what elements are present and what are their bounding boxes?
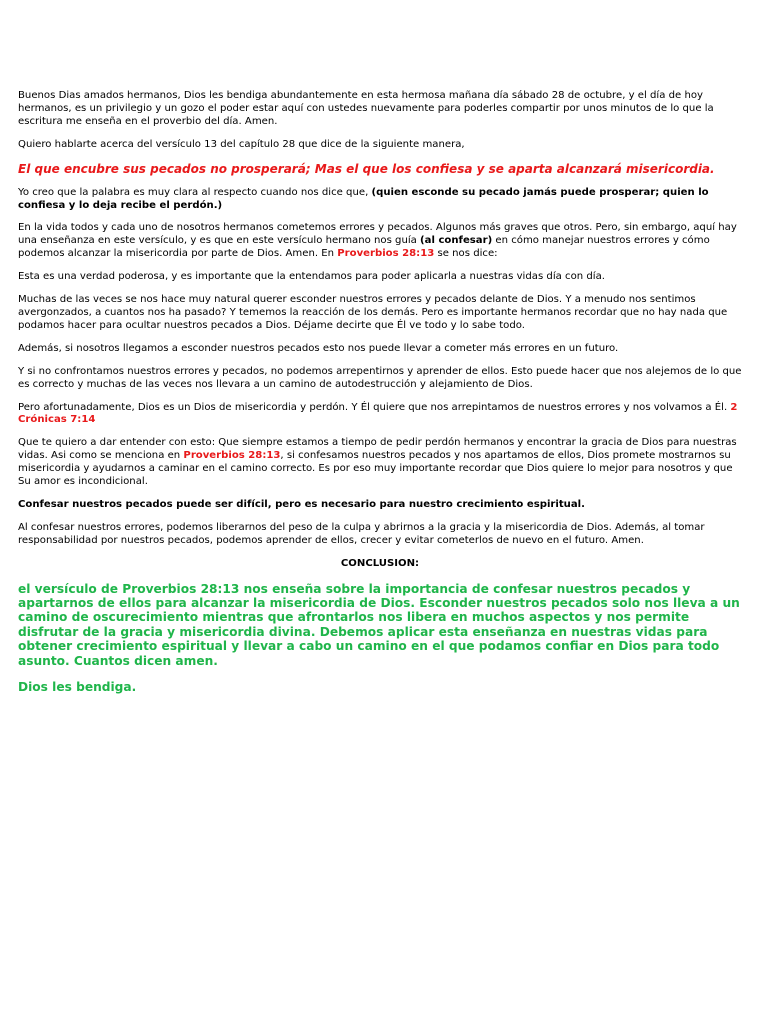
bold-phrase: (quien esconde su pecado jamás puede prosperar; quien lo confiesa y lo deja recibe el perdón.) [18, 186, 709, 211]
paragraph-text: Que te quiero a dar entender con esto: Que siempre estamos a tiempo de pedir perdón hermanos y encontrar la gracia de Dios para nuestras vidas. Asi como se menciona en [18, 437, 737, 462]
bold-statement: Confesar nuestros pecados puede ser difícil, pero es necesario para nuestro crecimiento espiritual. [18, 498, 585, 510]
paragraph-errors [18, 222, 742, 261]
paragraph-confront: Y si no confrontamos nuestros errores y pecados, no podemos arrepentirnos y aprender de ellos. Esto puede hacer que nos alejemos de lo que es correcto y muchas de las veces nos llevara a un camino de autodestrucción y alejamiento de Dios. [18, 365, 742, 390]
paragraph-text: , si confesamos nuestros pecados y nos apartamos de ellos, Dios promete mostrarnos su misericordia y ayudarnos a caminar en el camino correcto. Es por eso muy importante recordar que Dios quiere lo mejor para nosotros y que Su amor es incondicional. [18, 450, 733, 488]
greeting-paragraph: Buenos Dias amados hermanos, Dios les bendiga abundantemente en esta hermosa mañana día sábado 28 de octubre, y el día de hoy hermanos, es un privilegio y un gozo el poder estar aquí con ustedes nuevamente para poderles compartir por unos minutos de lo que la escritura me enseña en el proverbio del día. Amen. [18, 90, 714, 127]
conclusion-text: el versículo de Proverbios 28:13 nos enseña sobre la importancia de confesar nuestros pecados y apartarnos de ellos para alcanzar la misericordia de Dios. Esconder nuestros pecados solo nos lleva a un camino de oscurecimiento mientras que afrontarlos nos libera en muchos aspectos y nos permite disfrutar de la gracia y misericordia divina. Debemos aplicar esta enseñanza en nuestras vidas para obtener crecimiento espiritual y llevar a cabo un camino en el que podamos confiar en Dios para todo asunto. Cuantos dicen amen. [18, 581, 740, 668]
paragraph-text: en cómo manejar nuestros errores y cómo podemos alcanzar la misericordia por parte de Dios. Amen. En [18, 235, 710, 260]
paragraph-grace [18, 437, 742, 489]
paragraph-hiding: Muchas de las veces se nos hace muy natural querer esconder nuestros errores y pecados delante de Dios. Y a menudo nos sentimos avergonzados, a cuantos nos ha pasado? Y tememos la reacción de los demás. Pero es importante hermanos recordar que no hay nada que podamos hacer para ocultar nuestros pecados a Dios. Déjame decirte que Él ve todo y lo sabe todo. [18, 294, 728, 331]
scripture-reference: Proverbios 28:13 [183, 450, 281, 462]
scripture-reference: 2 Crónicas 7:14 [18, 401, 738, 426]
bold-phrase: (al confesar) [420, 235, 493, 247]
document-body [18, 90, 742, 706]
closing-blessing: Dios les bendiga. [18, 680, 137, 694]
paragraph-mercy [18, 402, 742, 428]
conclusion-heading: CONCLUSION: [340, 557, 420, 569]
paragraph-consequences: Además, si nosotros llegamos a esconder nuestros pecados esto nos puede llevar a cometer más errores en un futuro. [18, 342, 619, 354]
paragraph-text: Pero afortunadamente, Dios es un Dios de misericordia y perdón. Y Él quiere que nos arrepintamos de nuestros errores y nos volvamos a Él. [18, 401, 731, 413]
scripture-reference: Proverbios 28:13 [337, 248, 435, 260]
verse-quote: El que encubre sus pecados no prosperará; Mas el que los confiesa y se aparta alcanzará misericordia. [18, 161, 715, 176]
paragraph-truth: Esta es una verdad poderosa, y es importante que la entendamos para poder aplicarla a nuestras vidas día con día. [18, 271, 605, 283]
paragraph-text: Yo creo que la palabra es muy clara al respecto cuando nos dice que, [18, 186, 372, 198]
paragraph-text: En la vida todos y cada uno de nosotros hermanos cometemos errores y pecados. Algunos más graves que otros. Pero, sin embargo, aquí hay una enseñanza en este versículo, y es que en este versículo hermano nos guía [18, 222, 737, 247]
intro-paragraph: Quiero hablarte acerca del versículo 13 del capítulo 28 que dice de la siguiente manera, [18, 138, 465, 150]
paragraph-text: se nos dice: [434, 248, 498, 260]
paragraph-clarity [18, 187, 742, 213]
paragraph-confess: Al confesar nuestros errores, podemos liberarnos del peso de la culpa y abrirnos a la gracia y la misericordia de Dios. Además, al tomar responsabilidad por nuestros pecados, podemos aprender de ellos, crecer y evitar cometerlos de nuevo en el futuro. Amen. [18, 521, 705, 546]
